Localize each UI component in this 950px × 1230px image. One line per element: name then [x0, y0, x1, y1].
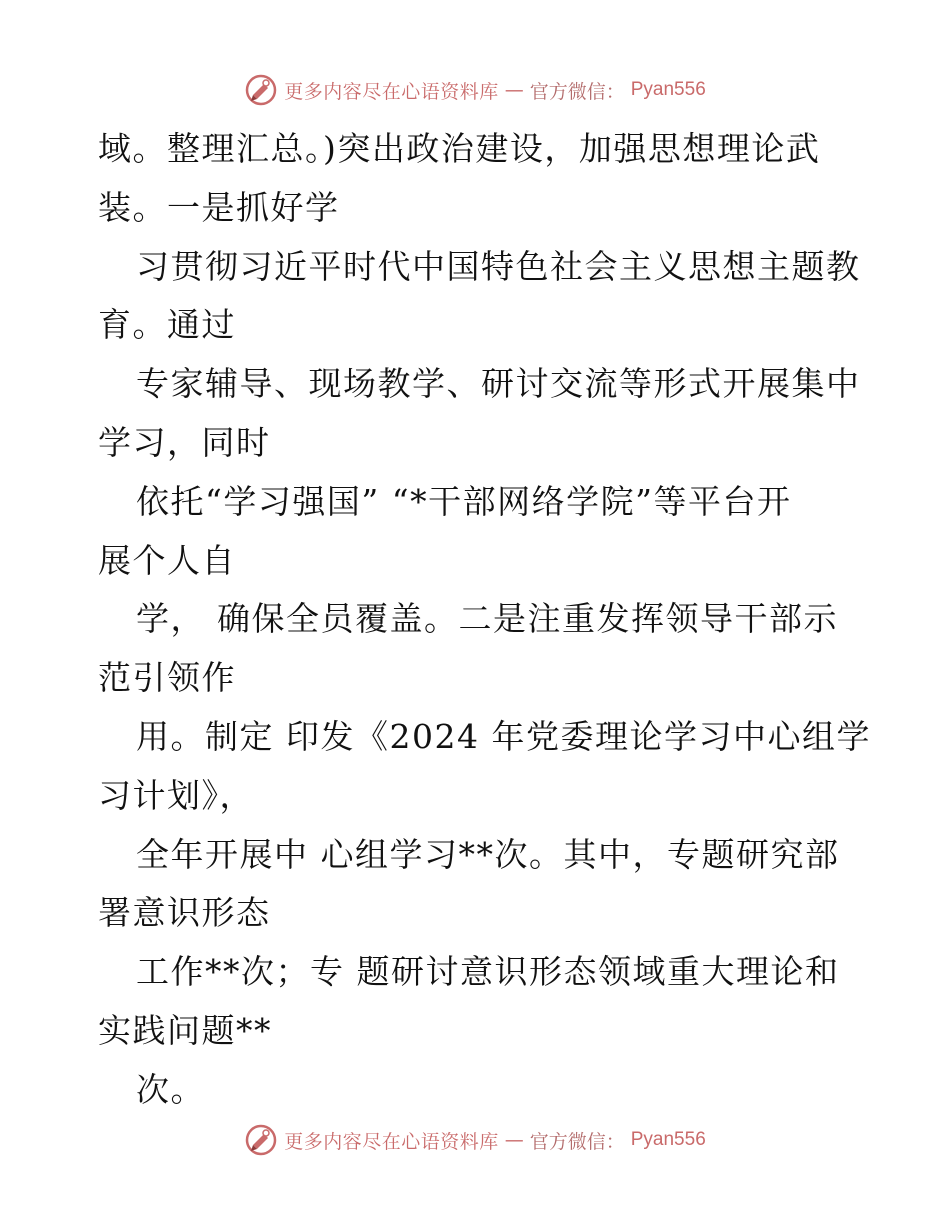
paragraph-line: 习计划》， — [98, 775, 254, 815]
paragraph-line: 专家辅导、现场教学、研讨交流等形式开展集中 — [136, 364, 861, 404]
watermark-label: 官方微信： — [529, 1130, 625, 1153]
paragraph-line: 用。制定 印发《2024 年党委理论学习中心组学 — [136, 716, 871, 756]
paragraph-line: 装。一是抓好学 — [98, 187, 340, 227]
paragraph-line: 实践问题** — [98, 1010, 272, 1050]
watermark-separator: — — [504, 1129, 524, 1151]
paragraph-line: 署意识形态 — [98, 893, 271, 933]
paragraph-line: 全年开展中 心组学习**次。其中，专题研究部 — [136, 834, 840, 874]
pen-logo-icon — [244, 73, 278, 107]
watermark-site-text: 更多内容尽在心语资料库 — [284, 80, 499, 103]
paragraph-line: 习贯彻习近平时代中国特色社会主义思想主题教 — [136, 246, 861, 286]
watermark-label: 官方微信： — [529, 80, 625, 103]
watermark-separator: — — [504, 79, 524, 101]
paragraph-line: 次。 — [136, 1069, 205, 1109]
paragraph-line: 依托“学习强国” “*干部网络学院”等平台开 — [136, 481, 792, 521]
paragraph-line: 学， 确保全员覆盖。二是注重发挥领导干部示 — [136, 599, 838, 639]
header-watermark — [0, 70, 950, 110]
document-body — [98, 120, 878, 1120]
paragraph-line: 学习，同时 — [98, 422, 271, 462]
paragraph-line: 展个人自 — [98, 540, 236, 580]
paragraph-line: 工作**次；专 题研讨意识形态领域重大理论和 — [136, 952, 840, 992]
paragraph-line: 范引领作 — [98, 658, 236, 698]
watermark-id: Pyan556 — [630, 79, 706, 100]
footer-watermark — [0, 1120, 950, 1160]
pen-logo-icon — [244, 1123, 278, 1157]
watermark-id: Pyan556 — [630, 1129, 706, 1150]
watermark-site-text: 更多内容尽在心语资料库 — [284, 1130, 499, 1153]
paragraph-line: 育。通过 — [98, 305, 236, 345]
paragraph-line: 域。整理汇总。)突出政治建设，加强思想理论武 — [98, 129, 821, 168]
